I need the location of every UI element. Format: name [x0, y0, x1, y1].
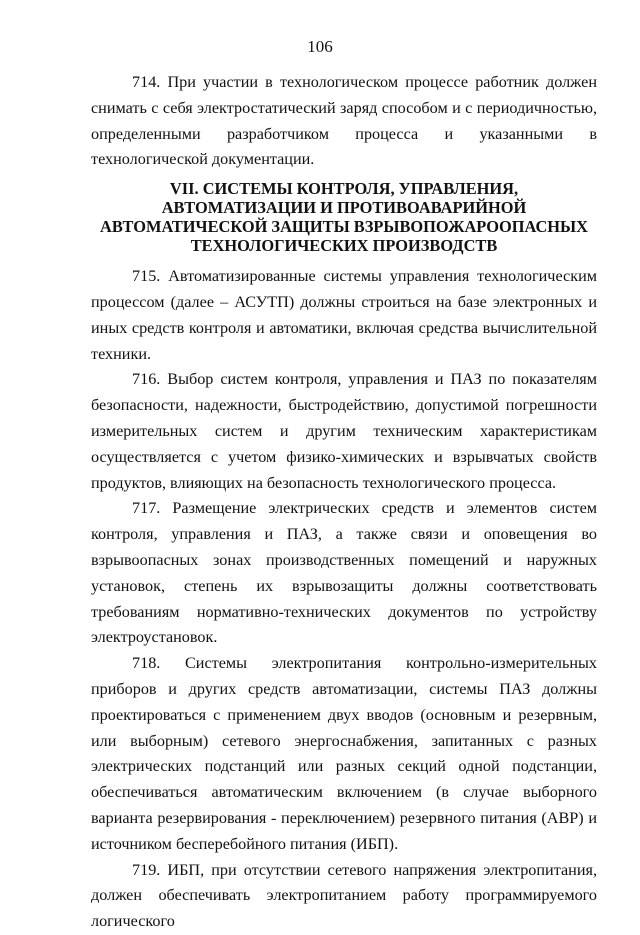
section-heading: VII. СИСТЕМЫ КОНТРОЛЯ, УПРАВЛЕНИЯ, АВТОМАТИЗАЦИИ И ПРОТИВОАВАРИЙНОЙ АВТОМАТИЧЕСКОЙ ЗАЩИТЫ ВЗРЫВОПОЖАРООПАСНЫХ ТЕХНОЛОГИЧЕСКИХ ПРОИЗВОДСТВ: [99, 179, 588, 256]
paragraph-717: 717. Размещение электрических средств и элементов систем контроля, управления и ПАЗ, а также связи и оповещения во взрывоопасных зонах производственных помещений и наружных установок, степень их взрывозащиты должны соответствовать требованиям нормативно-технических документов по устройству электроустановок.: [91, 499, 597, 647]
paragraph-715: 715. Автоматизированные системы управления технологическим процессом (далее – АСУТП) должны строиться на базе электронных и иных средств контроля и автоматики, включая средства вычислительной техники.: [91, 267, 597, 363]
document-body: [91, 70, 597, 935]
paragraph-719: 719. ИБП, при отсутствии сетевого напряжения электропитания, должен обеспечивать электропитанием работу программируемого логического: [91, 860, 597, 931]
paragraph-716: 716. Выбор систем контроля, управления и ПАЗ по показателям безопасности, надежности, быстродействию, допустимой погрешности измерительных систем и другим техническим характеристикам осуществляется с учетом физико-химических и взрывчатых свойств продуктов, влияющих на безопасность технологического процесса.: [91, 370, 597, 492]
page-number: 106: [307, 37, 333, 56]
paragraph-718: 718. Системы электропитания контрольно-измерительных приборов и других средств автоматизации, системы ПАЗ должны проектироваться с применением двух вводов (основным и резервным, или выборным) сетевого энергоснабжения, запитанных с разных электрических подстанций или разных секций одной подстанции, обеспечиваться автоматическим включением (в случае выборного варианта резервирования - переключением) резервного питания (АВР) и источником бесперебойного питания (ИБП).: [91, 654, 597, 853]
paragraph-714: 714. При участии в технологическом процессе работник должен снимать с себя электростатический заряд способом и с периодичностью, определенными разработчиком процесса и указанными в технологической документации.: [91, 73, 597, 169]
